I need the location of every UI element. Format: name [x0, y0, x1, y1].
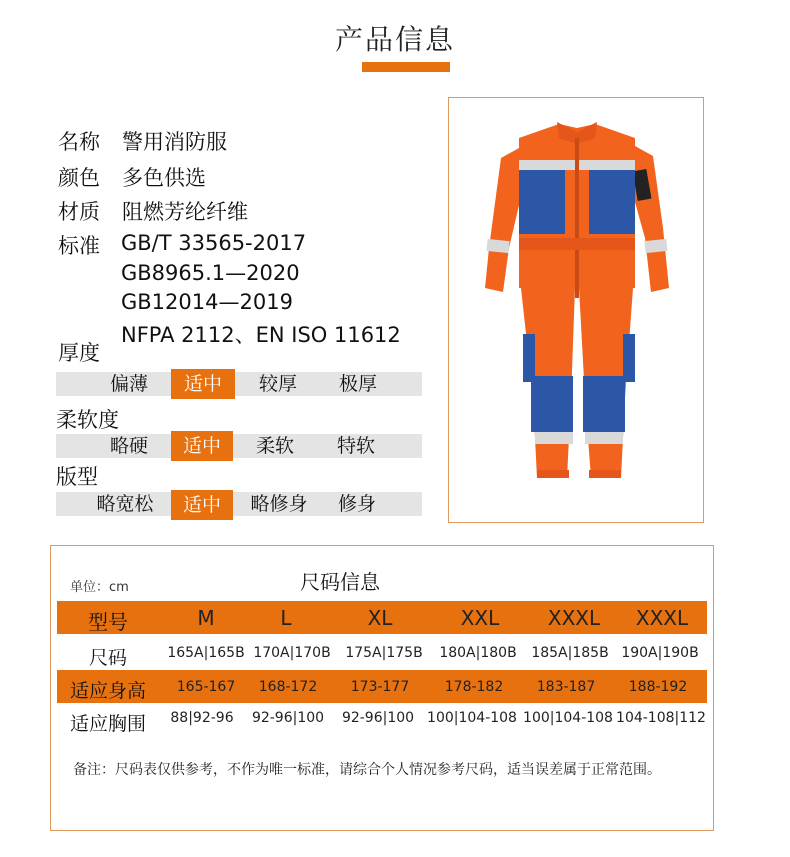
table-header-cell: L — [280, 606, 292, 630]
softness-option: 柔软 — [255, 435, 294, 457]
fit-option: 修身 — [337, 493, 376, 515]
size-note: 备注：尺码表仅供参考，不作为唯一标准，请综合个人情况参考尺码，适当误差属于正常范围。 — [73, 762, 661, 778]
table-cell: 175A|175B — [345, 645, 423, 661]
page-title: 产品信息 — [334, 23, 455, 56]
table-cell: 180A|180B — [439, 645, 517, 661]
thickness-option: 偏薄 — [109, 373, 148, 395]
table-cell: 165A|165B — [167, 645, 245, 661]
table-header-cell: XXXL — [635, 606, 689, 630]
table-cell: 92-96|100 — [251, 710, 325, 726]
table-row-label: 适应胸围 — [69, 713, 146, 735]
table-header-cell: XXL — [460, 606, 500, 630]
table-cell: 168-172 — [258, 679, 318, 695]
table-cell: 100|104-108 — [523, 710, 613, 726]
material-value: 阻燃芳纶纤维 — [122, 200, 248, 224]
table-cell: 165-167 — [176, 679, 236, 695]
size-table-title: 尺码信息 — [300, 570, 380, 594]
thickness-option-selected: 适中 — [171, 369, 235, 399]
table-cell: 173-177 — [350, 679, 410, 695]
table-cell: 100|104-108 — [427, 710, 517, 726]
table-cell: 188-192 — [628, 679, 688, 695]
unit-label: 单位：cm — [70, 580, 129, 595]
softness-option-selected: 适中 — [171, 431, 233, 461]
table-cell: 88|92-96 — [170, 710, 234, 726]
title-underline — [362, 62, 450, 72]
standard-line: NFPA 2112、EN ISO 11612 — [121, 323, 401, 347]
fit-option: 略宽松 — [96, 493, 154, 515]
table-cell: 190A|190B — [621, 645, 699, 661]
color-label: 颜色 — [58, 166, 100, 190]
name-label: 名称 — [58, 130, 100, 154]
material-label: 材质 — [58, 200, 100, 224]
standard-line: GB/T 33565-2017 — [121, 231, 307, 255]
coverall-illustration — [449, 98, 703, 522]
thickness-option: 极厚 — [338, 373, 377, 395]
table-header-cell: M — [197, 606, 215, 630]
table-row-label: 适应身高 — [69, 680, 146, 702]
standard-line: GB8965.1—2020 — [121, 261, 300, 285]
table-cell: 178-182 — [444, 679, 504, 695]
thickness-title: 厚度 — [58, 341, 100, 365]
color-value: 多色供选 — [122, 166, 206, 190]
softness-option: 特软 — [336, 435, 375, 457]
softness-title: 柔软度 — [56, 408, 119, 432]
name-value: 警用消防服 — [122, 130, 227, 154]
table-cell: 104-108|112 — [616, 710, 706, 726]
table-cell: 92-96|100 — [341, 710, 415, 726]
fit-title: 版型 — [56, 465, 98, 489]
table-cell: 170A|170B — [253, 645, 331, 661]
fit-option: 略修身 — [250, 493, 308, 515]
table-header-cell: XXXL — [547, 606, 601, 630]
standard-label: 标准 — [58, 234, 100, 258]
table-header-cell: XL — [367, 606, 393, 630]
table-row-label: 尺码 — [88, 647, 127, 669]
table-cell: 183-187 — [536, 679, 596, 695]
standard-line: GB12014—2019 — [121, 290, 293, 314]
thickness-option: 较厚 — [258, 373, 297, 395]
product-photo — [448, 97, 704, 523]
table-header-label: 型号 — [88, 610, 128, 634]
fit-option-selected: 适中 — [171, 490, 233, 520]
softness-option: 略硬 — [109, 435, 148, 457]
table-cell: 185A|185B — [531, 645, 609, 661]
